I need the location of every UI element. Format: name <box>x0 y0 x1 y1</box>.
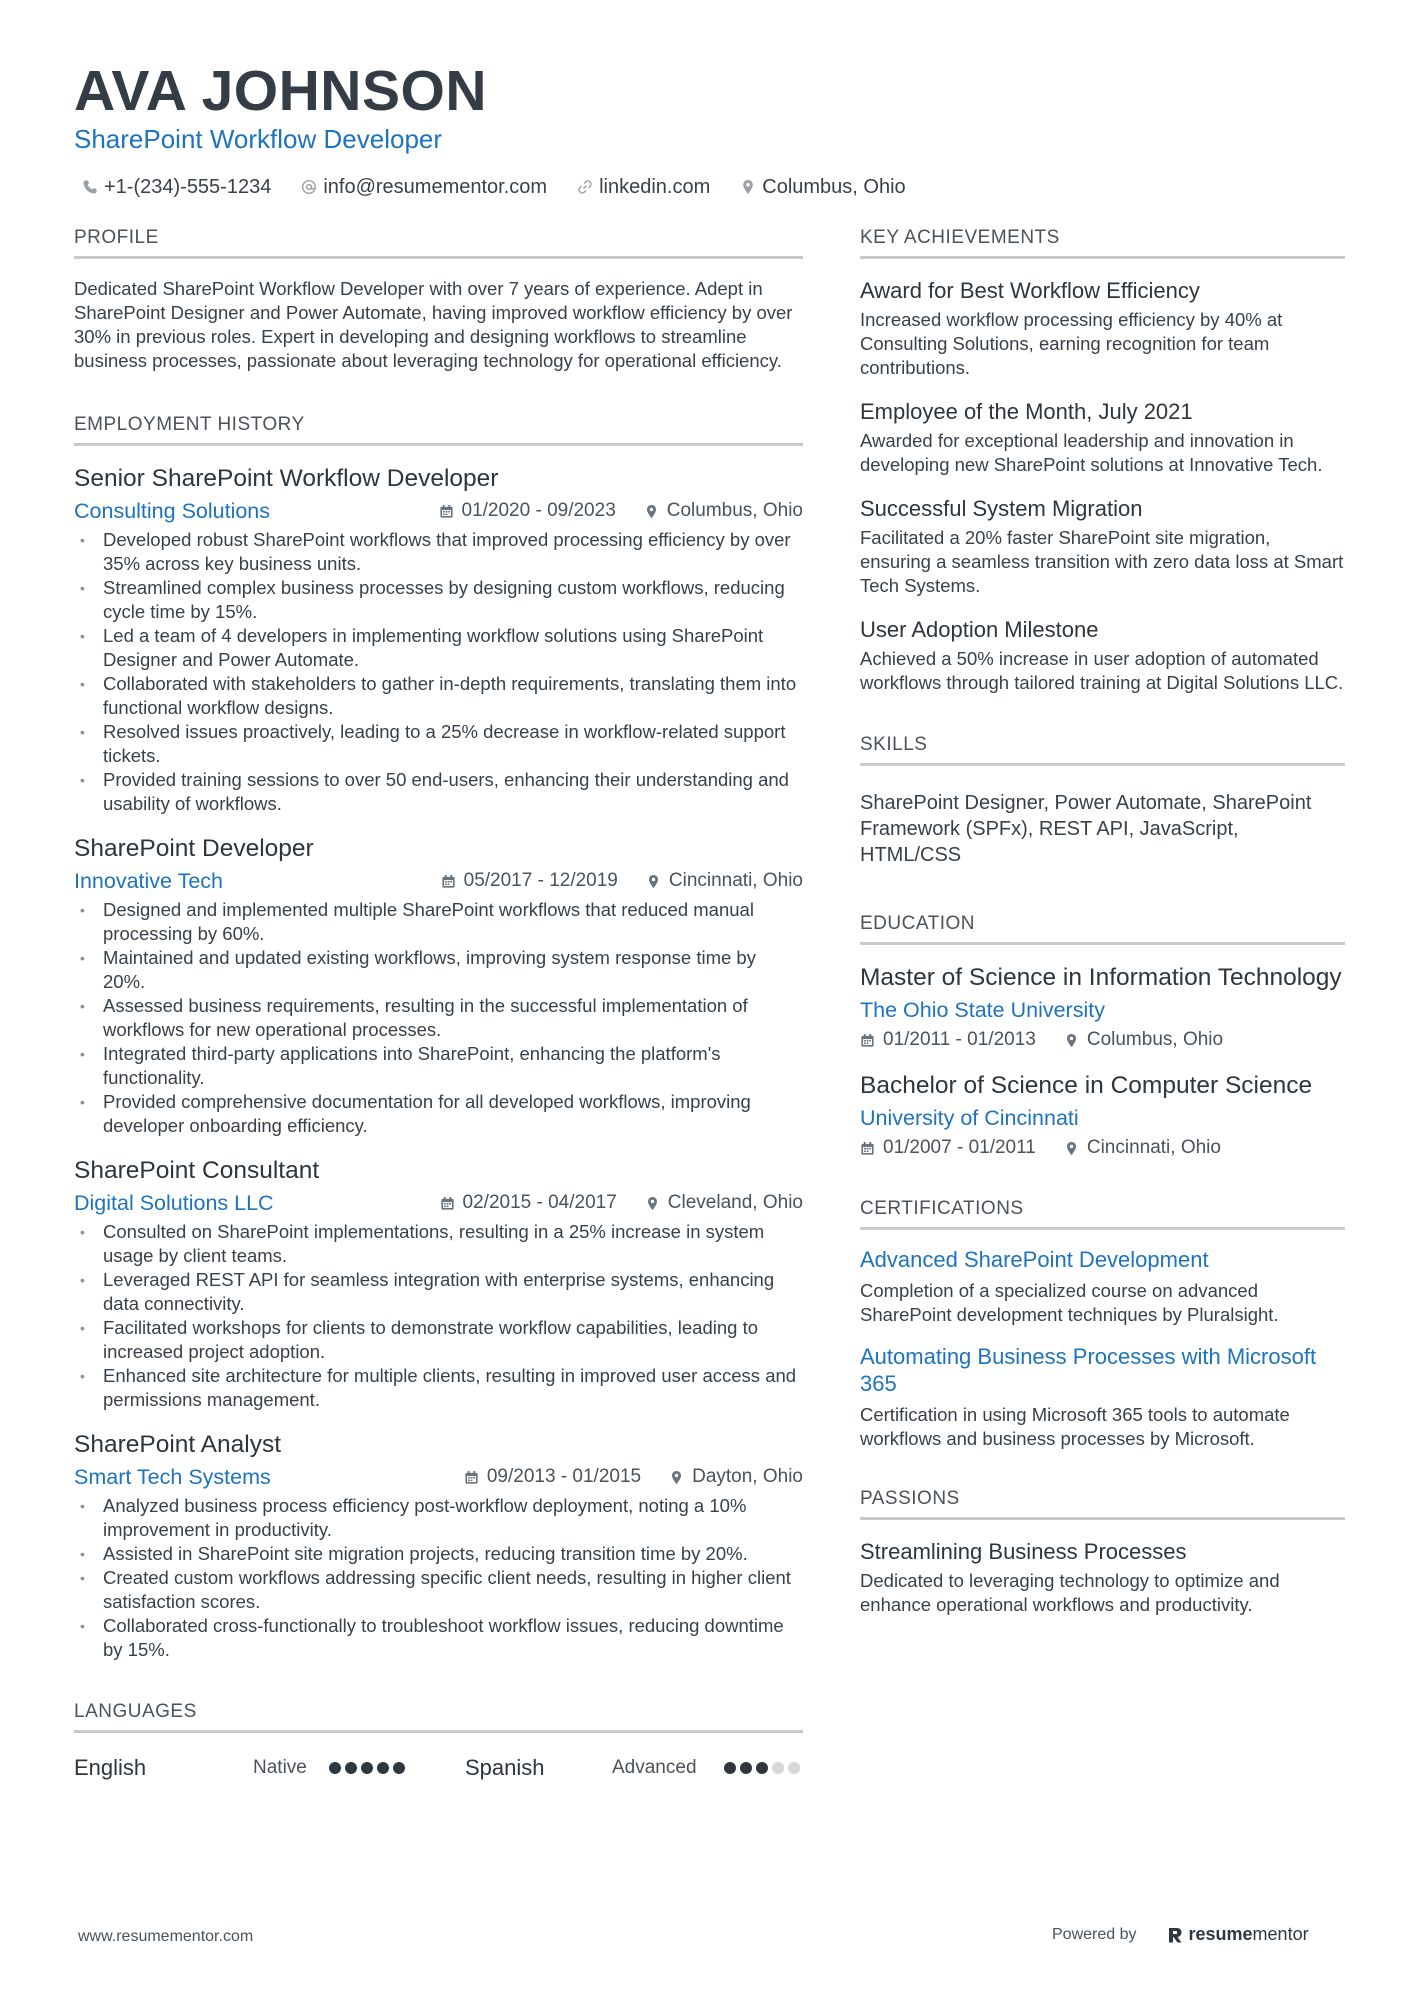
job-bullet: • Developed robust SharePoint workflows that improved processing efficiency by over 35% across key business units. <box>74 528 803 576</box>
job-dates <box>440 1190 617 1216</box>
job-title: SharePoint Analyst <box>74 1431 282 1458</box>
education-dates: 01/2007 - 01/2011 <box>883 1137 1036 1158</box>
language-level: Advanced <box>612 1757 697 1778</box>
contact-phone <box>82 174 271 200</box>
achievement-item <box>860 616 1345 695</box>
passion-desc: Dedicated to leveraging technology to optimize and enhance operational workflows and productivity. <box>860 1570 1280 1615</box>
job-bullets <box>74 1220 803 1412</box>
at-icon <box>301 179 317 195</box>
rating-dot-filled <box>361 1762 373 1774</box>
contact-location-text: Columbus, Ohio <box>762 176 906 198</box>
education-meta <box>860 1135 1345 1161</box>
job-company: Consulting Solutions <box>74 499 271 523</box>
brand-name-bold: resume <box>1188 1924 1253 1944</box>
calendar-icon <box>464 1470 479 1485</box>
job-bullet: • Assessed business requirements, resulting in the successful implementation of workflows for new operational processes. <box>74 994 803 1042</box>
education-item <box>860 1071 1345 1161</box>
job-entry <box>74 1156 803 1412</box>
location-pin-icon <box>646 874 661 889</box>
job-bullet: • Integrated third-party applications into SharePoint, enhancing the platform's functionality. <box>74 1042 803 1090</box>
contact-linkedin-text[interactable]: linkedin.com <box>599 176 711 198</box>
job-bullet: • Consulted on SharePoint implementations, resulting in a 25% increase in system usage by client teams. <box>74 1220 803 1268</box>
job-bullet: • Designed and implemented multiple SharePoint workflows that reduced manual processing by 60%. <box>74 898 803 946</box>
job-bullets <box>74 898 803 1138</box>
job-dates <box>439 498 616 524</box>
job-title: Senior SharePoint Workflow Developer <box>74 465 499 492</box>
achievement-desc: Achieved a 50% increase in user adoption of automated workflows through tailored training at Digital Solutions LLC. <box>860 648 1344 693</box>
employment-heading: EMPLOYMENT HISTORY <box>74 413 803 446</box>
achievement-desc: Awarded for exceptional leadership and innovation in developing new SharePoint solutions at Innovative Tech. <box>860 430 1323 475</box>
job-dates-text: 01/2020 - 09/2023 <box>461 500 616 521</box>
achievement-item <box>860 277 1345 380</box>
achievements-heading: KEY ACHIEVEMENTS <box>860 226 1345 259</box>
language-rating <box>724 1762 800 1774</box>
education-location: Cincinnati, Ohio <box>1086 1137 1221 1158</box>
achievement-title: Employee of the Month, July 2021 <box>860 399 1193 424</box>
job-bullet: • Resolved issues proactively, leading to a 25% decrease in workflow-related support tickets. <box>74 720 803 768</box>
job-entry <box>74 1430 803 1662</box>
language-level: Native <box>253 1757 307 1778</box>
education-degree: Master of Science in Information Technology <box>860 964 1342 991</box>
job-bullet: • Provided training sessions to over 50 end-users, enhancing their understanding and usability of workflows. <box>74 768 803 816</box>
skills-heading: SKILLS <box>860 733 1345 766</box>
job-location <box>644 498 803 524</box>
rating-dot-filled <box>393 1762 405 1774</box>
powered-by-label: Powered by <box>1052 1925 1137 1943</box>
job-meta <box>74 868 803 894</box>
achievement-title: Successful System Migration <box>860 496 1143 521</box>
contact-email-text[interactable]: info@resumementor.com <box>323 176 548 198</box>
employment-list <box>74 464 803 1662</box>
job-bullet: • Collaborated cross-functionally to troubleshoot workflow issues, reducing downtime by 15%. <box>74 1614 803 1662</box>
job-location <box>646 868 803 894</box>
rating-dot-filled <box>724 1762 736 1774</box>
job-company: Digital Solutions LLC <box>74 1191 274 1215</box>
job-location-text: Dayton, Ohio <box>692 1466 803 1487</box>
contact-email[interactable] <box>301 174 547 200</box>
location-pin-icon <box>644 504 659 519</box>
job-bullet: • Analyzed business process efficiency post-workflow deployment, noting a 10% improvement in productivity. <box>74 1494 803 1542</box>
calendar-icon <box>440 1196 455 1211</box>
achievement-item <box>860 398 1345 477</box>
location-pin-icon <box>645 1196 660 1211</box>
achievement-item <box>860 495 1345 598</box>
candidate-title: SharePoint Workflow Developer <box>74 124 443 154</box>
rating-dot-filled <box>345 1762 357 1774</box>
calendar-icon <box>860 1033 875 1048</box>
education-degree: Bachelor of Science in Computer Science <box>860 1072 1313 1099</box>
job-location <box>645 1190 803 1216</box>
education-school: The Ohio State University <box>860 998 1105 1022</box>
footer-branding <box>1052 1924 1309 1945</box>
contact-linkedin[interactable] <box>577 174 710 200</box>
right-column <box>860 226 1345 1617</box>
rating-dot-empty <box>772 1762 784 1774</box>
languages-heading: LANGUAGES <box>74 1700 803 1733</box>
candidate-name: AVA JOHNSON <box>74 59 487 123</box>
certification-desc: Certification in using Microsoft 365 tools to automate workflows and business processes by Microsoft. <box>860 1404 1290 1449</box>
job-location-text: Cincinnati, Ohio <box>668 870 803 891</box>
job-location-text: Cleveland, Ohio <box>667 1192 803 1213</box>
passions-heading: PASSIONS <box>860 1487 1345 1520</box>
education-location: Columbus, Ohio <box>1086 1029 1224 1050</box>
job-bullet: • Facilitated workshops for clients to demonstrate workflow capabilities, leading to increased project adoption. <box>74 1316 803 1364</box>
phone-icon <box>82 179 98 195</box>
job-entry <box>74 464 803 816</box>
skills-list: SharePoint Designer, Power Automate, SharePoint Framework (SPFx), REST API, JavaScript, HTML/CSS <box>860 792 1312 866</box>
rating-dot-filled <box>756 1762 768 1774</box>
certifications-heading: CERTIFICATIONS <box>860 1197 1345 1230</box>
brand-name-thin: mentor <box>1252 1924 1309 1944</box>
job-dates <box>464 1464 641 1490</box>
calendar-icon <box>860 1141 875 1156</box>
certification-desc: Completion of a specialized course on advanced SharePoint development techniques by Pluralsight. <box>860 1280 1279 1325</box>
achievement-desc: Facilitated a 20% faster SharePoint site migration, ensuring a seamless transition with zero data loss at Smart Tech Systems. <box>860 527 1344 596</box>
link-icon <box>577 179 593 195</box>
location-pin-icon <box>1064 1141 1079 1156</box>
location-pin-icon <box>740 179 756 195</box>
certification-title: Advanced SharePoint Development <box>860 1247 1209 1272</box>
job-meta <box>74 1464 803 1490</box>
language-name: English <box>74 1755 147 1780</box>
job-company: Innovative Tech <box>74 869 224 893</box>
achievement-title: Award for Best Workflow Efficiency <box>860 278 1200 303</box>
languages-row <box>74 1753 803 1783</box>
location-pin-icon <box>1064 1033 1079 1048</box>
job-entry <box>74 834 803 1138</box>
job-bullet: • Streamlined complex business processes by designing custom workflows, reducing cycle time by 15%. <box>74 576 803 624</box>
job-bullets <box>74 528 803 816</box>
certification-item <box>860 1343 1345 1451</box>
certification-item <box>860 1246 1345 1327</box>
job-bullet: • Led a team of 4 developers in implementing workflow solutions using SharePoint Designer and Power Automate. <box>74 624 803 672</box>
passion-title: Streamlining Business Processes <box>860 1539 1187 1564</box>
education-dates: 01/2011 - 01/2013 <box>883 1029 1036 1050</box>
education-school: University of Cincinnati <box>860 1106 1079 1130</box>
rating-dot-empty <box>788 1762 800 1774</box>
education-heading: EDUCATION <box>860 912 1345 945</box>
job-bullet: • Provided comprehensive documentation for all developed workflows, improving developer onboarding efficiency. <box>74 1090 803 1138</box>
certification-title: Automating Business Processes with Microsoft 365 <box>860 1344 1317 1396</box>
job-location <box>669 1464 803 1490</box>
job-bullet: • Enhanced site architecture for multiple clients, resulting in improved user access and permissions management. <box>74 1364 803 1412</box>
job-bullet: • Maintained and updated existing workflows, improving system response time by 20%. <box>74 946 803 994</box>
achievement-desc: Increased workflow processing efficiency by 40% at Consulting Solutions, earning recognition for team contributions. <box>860 309 1283 378</box>
brand-logo[interactable] <box>1167 1924 1309 1945</box>
language-name: Spanish <box>465 1755 545 1780</box>
profile-summary: Dedicated SharePoint Workflow Developer with over 7 years of experience. Adept in SharePoint Designer and Power Automate, having improved workflow efficiency by over 30% in previous roles. Expert in developing and designing workflows to streamline business processes, passionate about leveraging technology for operational efficiency. <box>74 278 793 371</box>
rating-dot-filled <box>377 1762 389 1774</box>
job-title: SharePoint Developer <box>74 835 314 862</box>
footer-website[interactable]: www.resumementor.com <box>78 1928 254 1945</box>
contact-bar <box>74 174 1344 200</box>
calendar-icon <box>439 504 454 519</box>
contact-location <box>740 174 905 200</box>
contact-phone-text: +1-(234)-555-1234 <box>104 176 272 198</box>
education-meta <box>860 1027 1345 1053</box>
language-rating <box>329 1762 465 1774</box>
job-title: SharePoint Consultant <box>74 1157 320 1184</box>
job-bullets <box>74 1494 803 1662</box>
job-bullet: • Assisted in SharePoint site migration projects, reducing transition time by 20%. <box>74 1542 803 1566</box>
job-dates-text: 09/2013 - 01/2015 <box>486 1466 642 1487</box>
passion-item <box>860 1538 1345 1617</box>
job-bullet: • Collaborated with stakeholders to gather in-depth requirements, translating them into functional workflow designs. <box>74 672 803 720</box>
job-bullet: • Leveraged REST API for seamless integration with enterprise systems, enhancing data connectivity. <box>74 1268 803 1316</box>
profile-heading: PROFILE <box>74 226 803 259</box>
job-bullet: • Created custom workflows addressing specific client needs, resulting in higher client satisfaction scores. <box>74 1566 803 1614</box>
job-meta <box>74 1190 803 1216</box>
resume-header <box>74 58 1344 200</box>
job-dates-text: 05/2017 - 12/2019 <box>463 870 618 891</box>
brand-mark-icon <box>1167 1926 1183 1944</box>
achievement-title: User Adoption Milestone <box>860 617 1099 642</box>
left-column <box>74 226 803 1783</box>
calendar-icon <box>441 874 456 889</box>
education-item <box>860 963 1345 1053</box>
job-dates <box>441 868 618 894</box>
job-dates-text: 02/2015 - 04/2017 <box>462 1192 617 1213</box>
job-location-text: Columbus, Ohio <box>666 500 803 521</box>
rating-dot-filled <box>740 1762 752 1774</box>
job-meta <box>74 498 803 524</box>
location-pin-icon <box>669 1470 684 1485</box>
rating-dot-filled <box>329 1762 341 1774</box>
job-company: Smart Tech Systems <box>74 1465 271 1489</box>
